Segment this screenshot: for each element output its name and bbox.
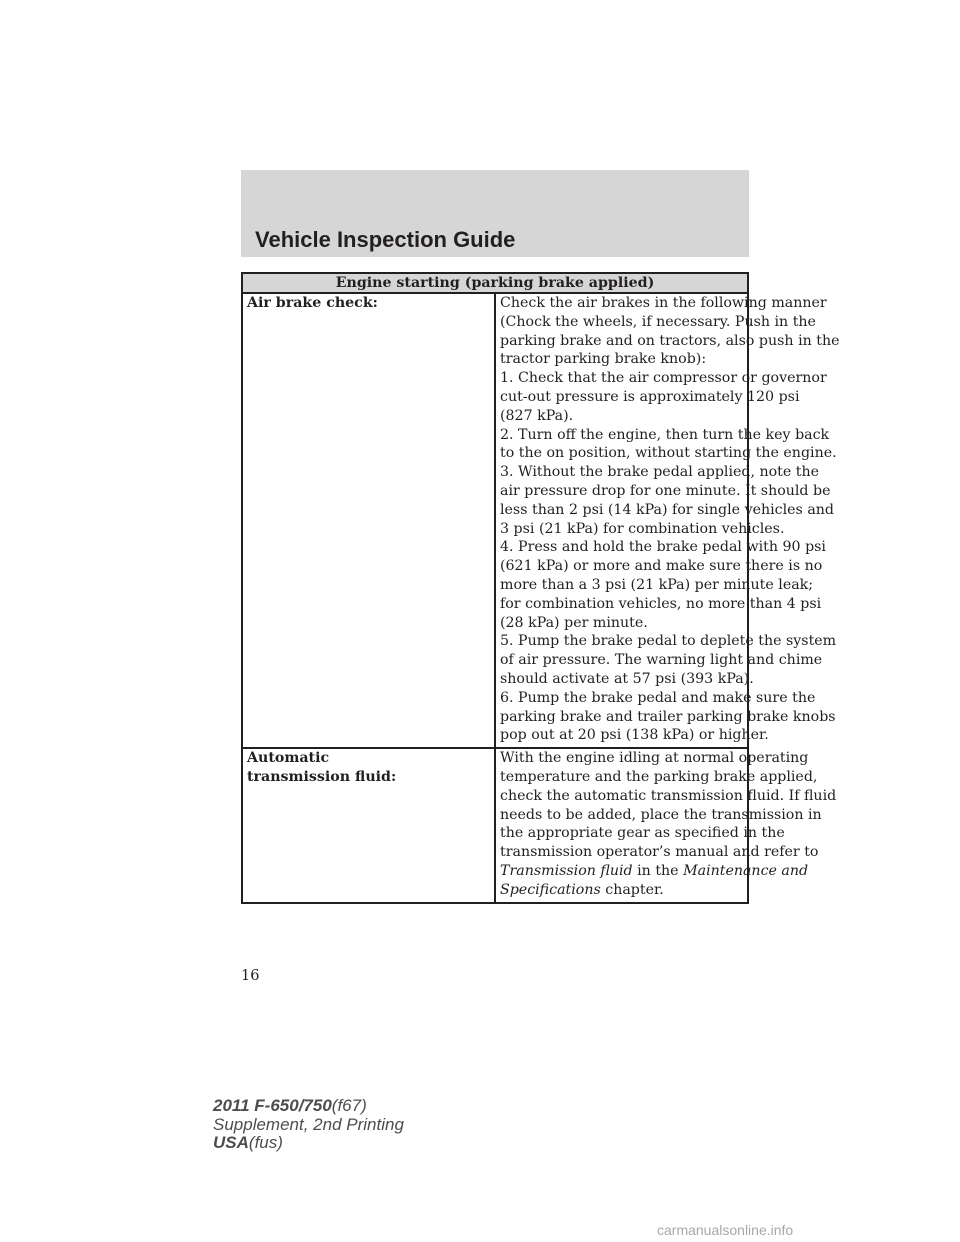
table-heading: Engine starting (parking brake applied) bbox=[242, 273, 748, 293]
body-line-reference bbox=[500, 862, 809, 881]
section-title: Vehicle Inspection Guide bbox=[255, 227, 516, 252]
reference-transmission-fluid: Transmission fluid bbox=[500, 862, 633, 879]
site-watermark: carmanualsonline.info bbox=[657, 1222, 794, 1238]
body-line: With the engine idling at normal operating bbox=[500, 750, 809, 767]
body-line: 3 psi (21 kPa) for combination vehicles. bbox=[500, 520, 785, 537]
row-body-automatic-transmission-fluid bbox=[495, 748, 837, 902]
body-line: parking brake and on tractors, also push in the bbox=[500, 332, 840, 349]
body-line: for combination vehicles, no more than 4 psi bbox=[500, 595, 822, 612]
footer-model: 2011 F-650/750 bbox=[213, 1096, 332, 1115]
body-line: to the on position, without starting the engine. bbox=[500, 445, 837, 462]
page-number: 16 bbox=[241, 968, 260, 984]
body-line: cut-out pressure is approximately 120 psi bbox=[500, 388, 800, 405]
body-line: 4. Press and hold the brake pedal with 90 psi bbox=[500, 539, 826, 556]
body-line: pop out at 20 psi (138 kPa) or higher. bbox=[500, 727, 769, 744]
reference-connector: in the bbox=[637, 862, 679, 879]
body-line: 6. Pump the brake pedal and make sure the bbox=[500, 689, 816, 706]
footer-line-printing: Supplement, 2nd Printing bbox=[213, 1114, 404, 1134]
body-line: tractor parking brake knob): bbox=[500, 351, 707, 368]
body-line: less than 2 psi (14 kPa) for single vehicles and bbox=[500, 501, 835, 518]
body-line-reference bbox=[500, 881, 744, 900]
body-line: 5. Pump the brake pedal to deplete the system bbox=[500, 633, 837, 650]
body-line: 1. Check that the air compressor or governor bbox=[500, 370, 827, 387]
body-line: air pressure drop for one minute. It should be bbox=[500, 482, 831, 499]
row-label-air-brake-check bbox=[242, 293, 495, 748]
footer-line-model bbox=[213, 1097, 404, 1116]
label-line: Air brake check: bbox=[247, 295, 378, 311]
label-line: transmission fluid: bbox=[247, 768, 397, 785]
body-line: temperature and the parking brake applied, bbox=[500, 768, 818, 785]
body-line: transmission operator’s manual and refer to bbox=[500, 844, 819, 861]
footer-market-code: (fus) bbox=[248, 1133, 283, 1152]
body-line: of air pressure. The warning light and chime bbox=[500, 652, 823, 669]
reference-chapter-word: chapter. bbox=[605, 881, 664, 898]
table-row bbox=[242, 748, 748, 902]
footer-line-market bbox=[213, 1134, 404, 1153]
row-body-air-brake-check bbox=[495, 293, 840, 748]
body-line: (621 kPa) or more and make sure there is no bbox=[500, 558, 823, 575]
body-line: (28 kPa) per minute. bbox=[500, 614, 648, 631]
body-line: should activate at 57 psi (393 kPa). bbox=[500, 670, 754, 687]
body-line: (Chock the wheels, if necessary. Push in the bbox=[500, 313, 816, 330]
table-row bbox=[242, 293, 748, 748]
section-header-band bbox=[241, 170, 749, 257]
body-line: 3. Without the brake pedal applied, note the bbox=[500, 464, 819, 481]
footer-model-code: (f67) bbox=[331, 1096, 367, 1115]
body-line: more than a 3 psi (21 kPa) per minute leak; bbox=[500, 576, 814, 593]
footer-market: USA bbox=[213, 1133, 249, 1152]
body-line: (827 kPa). bbox=[500, 407, 574, 424]
document-footer bbox=[213, 1097, 404, 1153]
body-line: check the automatic transmission fluid. If fluid bbox=[500, 787, 837, 804]
table-heading-row bbox=[242, 273, 748, 293]
label-line: Automatic bbox=[247, 750, 330, 767]
body-line: 2. Turn off the engine, then turn the key back bbox=[500, 426, 830, 443]
reference-chapter-name-cont: Specifications bbox=[500, 881, 601, 898]
reference-chapter-name: Maintenance and bbox=[683, 862, 809, 879]
body-line: parking brake and trailer parking brake knobs bbox=[500, 708, 836, 725]
body-line: needs to be added, place the transmission in bbox=[500, 806, 822, 823]
body-line: the appropriate gear as specified in the bbox=[500, 825, 785, 842]
body-line: Check the air brakes in the following manner bbox=[500, 295, 827, 311]
inspection-table bbox=[241, 272, 840, 904]
row-label-automatic-transmission-fluid bbox=[242, 748, 495, 902]
